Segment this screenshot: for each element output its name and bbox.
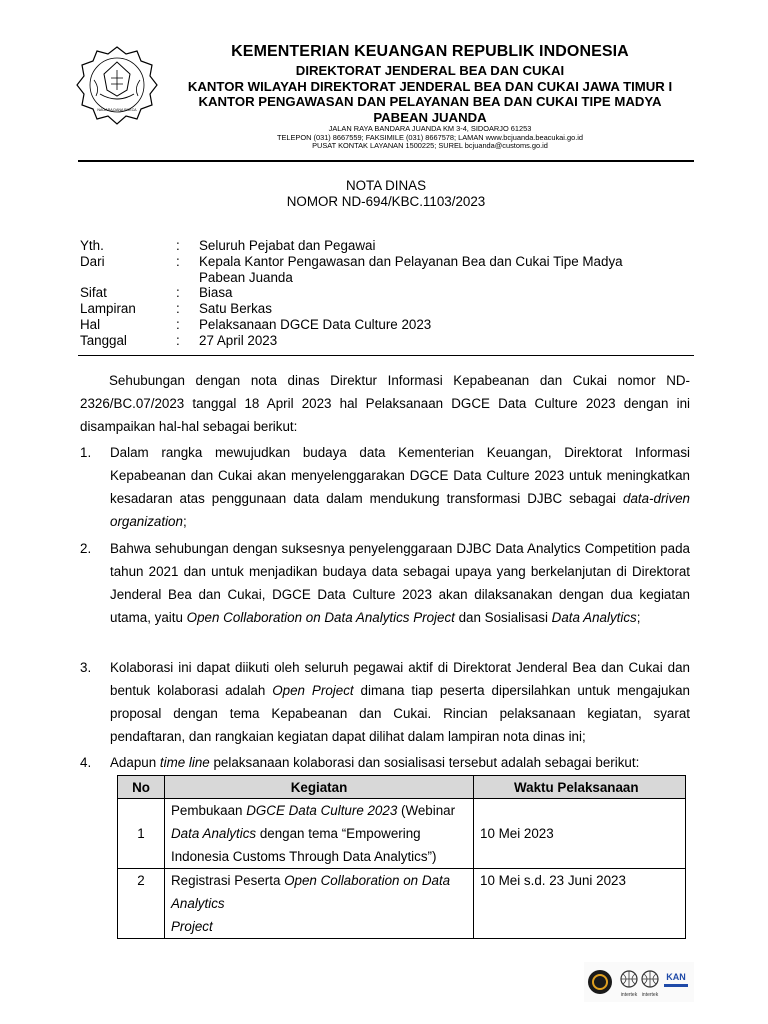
- table-cell-no: 1: [118, 799, 165, 869]
- office-name-line-2: PABEAN JUANDA: [373, 109, 487, 125]
- meta-colon: :: [176, 332, 180, 348]
- office-contact-block: [160, 125, 700, 151]
- italic-run: Data Analytics: [171, 826, 257, 841]
- meta-value: Biasa: [199, 285, 233, 301]
- italic-run: Open Project: [272, 683, 354, 698]
- list-item-text: [110, 656, 690, 748]
- text-run: Bahwa sehubungan dengan suksesnya penyelenggaraan DJBC Data Analytics Competition pada tahun 2021 dan untuk menjadikan budaya data sebagai upaya yang berkelanjutan di Direktorat Jenderal Bea dan Cukai, DGCE Data Culture 2023 akan dilaksanakan dengan dua kegiatan utama, yaitu: [110, 541, 690, 625]
- text-run: (Webinar: [397, 803, 456, 818]
- meta-value-line-1: Kepala Kantor Pengawasan dan Pelayanan Bea dan Cukai Tipe Madya: [199, 253, 623, 269]
- table-header-row: [118, 776, 686, 799]
- text-run: Registrasi Peserta: [171, 873, 285, 888]
- italic-run: Open Collaboration on Data Analytics Project: [186, 610, 455, 625]
- text-run: dengan tema “Empowering Indonesia Customs Through Data Analytics”): [171, 826, 437, 864]
- meta-label: Sifat: [80, 285, 107, 301]
- text-run: Adapun: [110, 755, 160, 770]
- meta-row-dari: [80, 254, 694, 286]
- meta-value: Seluruh Pejabat dan Pegawai: [199, 238, 376, 253]
- meta-value: [199, 254, 694, 286]
- italic-run: DGCE Data Culture 2023: [246, 803, 398, 818]
- table-cell-waktu: 10 Mei s.d. 23 Juni 2023: [474, 869, 686, 939]
- list-item: [80, 537, 690, 629]
- meta-value: Pelaksanaan DGCE Data Culture 2023: [199, 316, 432, 332]
- column-header-kegiatan: Kegiatan: [165, 776, 474, 799]
- text-run: dan Sosialisasi: [454, 610, 552, 625]
- intro-paragraph: Sehubungan dengan nota dinas Direktur Informasi Kepabeanan dan Cukai nomor ND-2326/BC.07/2023 tanggal 18 April 2023 hal Pelaksanaan DGCE Data Culture 2023 dengan ini disampaikan hal-hal sebagai berikut:: [80, 373, 690, 434]
- metadata-divider: [78, 355, 694, 356]
- list-item: [80, 441, 690, 533]
- meta-colon: :: [176, 316, 180, 332]
- text-run: pelaksanaan kolaborasi dan sosialisasi tersebut adalah sebagai berikut:: [209, 755, 640, 770]
- office-contact: PUSAT KONTAK LAYANAN 1500225; SUREL bcjuanda@customs.go.id: [312, 141, 548, 151]
- italic-run: Project: [171, 919, 213, 934]
- meta-row-yth: [80, 238, 694, 254]
- meta-row-lampiran: [80, 301, 694, 317]
- list-item: [80, 751, 690, 774]
- meta-colon: :: [176, 285, 180, 301]
- memo-metadata: [80, 238, 694, 349]
- meta-value-line-2: Pabean Juanda: [199, 269, 293, 285]
- italic-run: time line: [159, 755, 210, 770]
- cert-label: intertek: [641, 992, 659, 998]
- meta-colon: :: [176, 301, 180, 317]
- italic-run: Open Collaboration on Data Analytics: [171, 873, 451, 911]
- table-cell-kegiatan: [165, 869, 474, 939]
- meta-colon: :: [176, 238, 180, 253]
- letterhead-divider: [78, 160, 694, 162]
- text-run: Kolaborasi ini dapat diikuti oleh seluruh pegawai aktif di Direktorat Jenderal Bea dan Cukai dan bentuk kolaborasi adalah: [110, 660, 690, 698]
- list-item-text: [110, 441, 690, 533]
- meta-label: Yth.: [80, 238, 104, 253]
- document-type: NOTA DINAS: [345, 178, 427, 193]
- meta-colon: :: [176, 253, 180, 269]
- regional-office-name: KANTOR WILAYAH DIREKTORAT JENDERAL BEA DAN CUKAI JAWA TIMUR I: [187, 79, 673, 94]
- list-item-number: 3.: [80, 660, 92, 675]
- text-run: ;: [636, 610, 641, 625]
- timeline-table: [117, 775, 686, 939]
- meta-value: Satu Berkas: [199, 301, 272, 317]
- seal-icon: [588, 970, 612, 994]
- column-header-waktu: Waktu Pelaksanaan: [474, 776, 686, 799]
- italic-run: Data Analytics: [551, 610, 637, 625]
- table-cell-no: 2: [118, 869, 165, 939]
- list-item-text: [110, 537, 690, 629]
- italic-run: data-driven organization: [110, 491, 690, 529]
- cert-label: intertek: [620, 992, 638, 998]
- table-cell-kegiatan: [165, 799, 474, 869]
- table-cell-waktu: 10 Mei 2023: [474, 799, 686, 869]
- table-row: [118, 869, 686, 939]
- kan-label: KAN: [666, 972, 686, 982]
- list-item-number: 4.: [80, 755, 92, 770]
- ministry-name: KEMENTERIAN KEUANGAN REPUBLIK INDONESIA: [231, 43, 629, 60]
- text-run: ;: [182, 514, 187, 529]
- meta-label: Tanggal: [80, 332, 127, 348]
- meta-row-tanggal: [80, 333, 694, 349]
- list-item-number: 2.: [80, 541, 92, 556]
- office-address: JALAN RAYA BANDARA JUANDA KM 3-4, SIDOARJO 61253: [328, 124, 532, 133]
- logo-caption: NAGARA DANA RAKCA: [97, 108, 137, 112]
- document-number: NOMOR ND-694/KBC.1103/2023: [286, 194, 486, 209]
- table-row: [118, 799, 686, 869]
- office-name: [160, 94, 700, 125]
- meta-label: Hal: [80, 316, 101, 332]
- meta-label: Lampiran: [80, 301, 136, 317]
- meta-row-sifat: [80, 285, 694, 301]
- meta-value: 27 April 2023: [199, 332, 278, 348]
- list-item: [80, 656, 690, 748]
- text-run: Dalam rangka mewujudkan budaya data Kementerian Keuangan, Direktorat Informasi Kepabeanan dan Cukai akan menyelenggarakan DGCE Data Culture 2023 untuk meningkatkan kesadaran atas penggunaan data dalam mendukung transformasi DJBC sebagai: [110, 445, 690, 506]
- meta-row-hal: [80, 317, 694, 333]
- list-item-text: [110, 751, 690, 774]
- meta-label: Dari: [80, 253, 105, 269]
- text-run: Pembukaan: [171, 803, 247, 818]
- list-item-number: 1.: [80, 445, 92, 460]
- directorate-name: DIREKTORAT JENDERAL BEA DAN CUKAI: [295, 63, 565, 78]
- certification-logos: [584, 962, 694, 1002]
- office-name-line-1: KANTOR PENGAWASAN DAN PELAYANAN BEA DAN CUKAI TIPE MADYA: [198, 94, 662, 109]
- ministry-emblem-logo: [74, 44, 160, 130]
- office-phone: TELEPON (031) 8667559; FAKSIMILE (031) 8667578; LAMAN www.bcjuanda.beacukai.go.id: [276, 132, 584, 142]
- text-run: dimana tiap peserta dipersilahkan untuk mengajukan proposal dengan tema Kepabeanan dan Cukai. Rincian pelaksanaan kegiatan, syarat pendaftaran, dan rangkaian kegiatan dapat dilihat dalam lampiran nota dinas ini;: [110, 683, 690, 744]
- column-header-no: No: [118, 776, 165, 799]
